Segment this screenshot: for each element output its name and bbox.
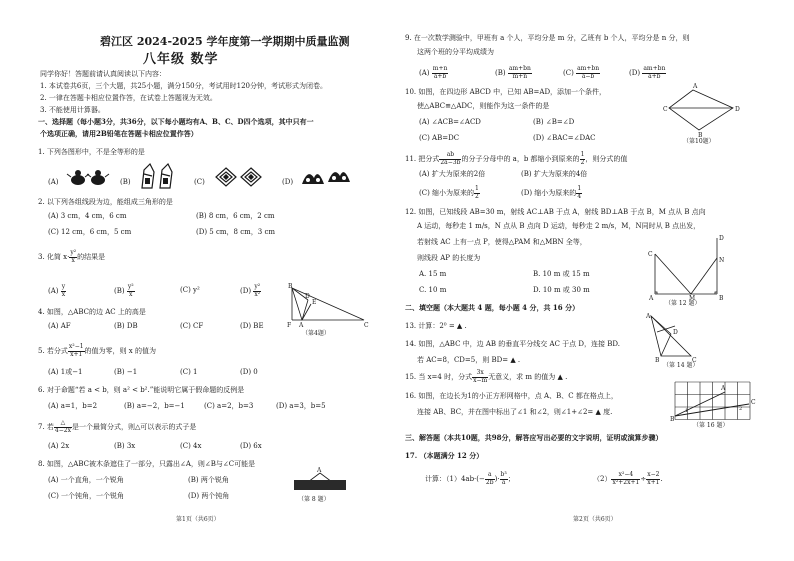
q17-2-b-num: x−2 xyxy=(647,471,660,478)
q17-2-a-num: x²−4 xyxy=(611,472,640,480)
question-12-line-3: 若射线 AC 上有一点 P，使得△PAM 和△MBN 全等， xyxy=(417,238,587,246)
q7-option-d: (D) 6x xyxy=(240,442,262,450)
q3-option-a xyxy=(48,284,66,298)
fig12-label-a: A xyxy=(649,295,654,300)
q5-fraction xyxy=(68,344,85,358)
q7-fraction xyxy=(54,420,72,434)
q5-option-a: (A) 1或−1 xyxy=(48,368,83,376)
q3-option-d xyxy=(240,284,261,298)
fig8-label-a: A xyxy=(317,467,322,474)
q3-a-den: x xyxy=(61,290,66,298)
q8-option-b: (B) 两个锐角 xyxy=(188,476,229,484)
q9-c-frac xyxy=(576,66,600,80)
q9-option-b xyxy=(495,66,532,80)
q9-d-num: am+bn xyxy=(643,65,666,72)
q7-frac-numerator: △ xyxy=(54,420,72,428)
figure-8 xyxy=(290,466,350,494)
q1-option-d: (D) xyxy=(282,178,294,186)
q11-d-num: 1 xyxy=(577,185,582,192)
fig12-label-c: C xyxy=(648,251,653,258)
q9-option-a xyxy=(419,66,448,80)
fig12-label-b: B xyxy=(719,295,724,300)
q8-option-a: (A) 一个直角，一个锐角 xyxy=(48,476,124,484)
note-3: 3. 不能使用计算器。 xyxy=(40,106,105,114)
q15-prefix: 15. 当 x=4 时，分式 xyxy=(405,373,473,382)
fig12-label-n: N xyxy=(719,257,725,264)
q3-b-den: x xyxy=(129,290,133,298)
q3-option-c: (C) y² xyxy=(180,286,200,294)
q17-1-b-den: a xyxy=(501,478,506,486)
question-15 xyxy=(405,370,567,384)
q4-option-c: (C) CF xyxy=(180,322,204,330)
q4-option-a: (A) AF xyxy=(48,322,71,330)
q6-option-c: (C) a=2，b=3 xyxy=(204,402,254,410)
question-6: 6. 对于命题“若 a < b，则 a² < b².”能说明它属于假命题的反例是 xyxy=(38,386,245,394)
question-5 xyxy=(38,344,156,358)
q2-option-d: (D) 5 cm，8 cm，3 cm xyxy=(196,228,276,236)
q1-figure-d xyxy=(300,164,352,190)
q3-option-d-label: (D) xyxy=(240,287,252,296)
note-1: 1. 本试卷共6页，三个大题，共25小题，满分150分，考试用时120分钟，考试形式为闭卷。 xyxy=(40,82,327,90)
q11-option-d xyxy=(521,186,582,200)
figure-4 xyxy=(284,282,370,332)
q11-c-frac xyxy=(474,186,480,200)
q11-d-den: 4 xyxy=(577,192,582,200)
section-3-heading: 三、解答题（本共10题，共98分，解答应写出必要的文字说明，证明或演算步骤） xyxy=(405,433,663,442)
fig16-label-1: 1 xyxy=(685,408,689,414)
q10-option-b: (B) ∠B=∠D xyxy=(533,118,575,126)
q17-part-1 xyxy=(425,472,515,486)
q9-option-a-label: (A) xyxy=(419,69,430,78)
q11-option-b: (B) 扩大为原来的4倍 xyxy=(521,170,588,178)
question-16-cont: 连接 AB、BC，并在图中标出了∠1 和∠2，则∠1+∠2= ▲ 度. xyxy=(417,408,613,416)
q11-c-num: 1 xyxy=(475,185,479,192)
q17-1-frac-a xyxy=(485,472,495,486)
greeting: 同学你好！答题前请认真阅读以下内容： xyxy=(40,70,166,78)
q7-prefix: 7. 若 xyxy=(38,423,54,432)
q3-frac-numerator: y² xyxy=(70,249,77,256)
q2-option-a: (A) 3 cm，4 cm，6 cm xyxy=(48,212,127,220)
q3-b-num: y² xyxy=(127,283,134,290)
q9-b-den: m+n xyxy=(512,72,528,80)
question-12-line-4: 则线段 AP 的长度为 xyxy=(417,254,481,262)
fig10-caption: （第10题） xyxy=(683,138,715,145)
q10-option-c: (C) AB=DC xyxy=(419,134,460,142)
fig16-label-a: A xyxy=(721,385,726,392)
q4-option-d: (D) BE xyxy=(240,322,264,330)
fig10-label-d: D xyxy=(735,106,740,113)
q3-prefix: 3. 化简 x· xyxy=(38,253,70,262)
q3-option-a-label: (A) xyxy=(48,287,59,296)
q3-frac-denominator: x xyxy=(71,256,75,264)
q11-c-den: 2 xyxy=(475,192,479,200)
q17-part-2 xyxy=(593,472,663,486)
q6-option-b: (B) a=−2，b=−1 xyxy=(124,402,185,410)
q9-d-frac xyxy=(642,66,666,80)
q3-a-num: y xyxy=(61,283,66,290)
exam-title: 碧江区 2024-2025 学年度第一学期期中质量监测 xyxy=(100,35,350,48)
fig4-label-b: B xyxy=(288,283,293,290)
fig4-label-c: C xyxy=(364,322,369,329)
q5-prefix: 5. 若分式 xyxy=(38,347,68,356)
q8-option-c: (C) 一个钝角，一个锐角 xyxy=(48,492,125,500)
fig14-label-a: A xyxy=(646,313,651,320)
q17-1-frac-b xyxy=(500,472,508,486)
q10-option-d: (D) ∠BAC=∠DAC xyxy=(533,134,596,142)
q17-2-frac-a xyxy=(611,472,640,486)
question-12-line-2: A 运动，每秒走 1 m/s，N 点从 B 点向 D 运动，每秒走 2 m/s，M，N同时从 B 点出发， xyxy=(417,222,701,230)
q9-b-num: am+bn xyxy=(508,65,531,72)
q5-option-c: (C) 1 xyxy=(180,368,198,376)
q3-d-num: y² xyxy=(254,283,261,290)
q9-c-num: am+bn xyxy=(577,65,600,72)
q3-option-b xyxy=(114,284,135,298)
q7-suffix: 是一个最简分式，则△可以表示的式子是 xyxy=(71,423,197,432)
page-1-footer: 第1页（共6页） xyxy=(176,516,220,523)
q1-option-c: (C) xyxy=(194,178,205,186)
question-16: 16. 如图，在边长为1的小正方形网格中，点 A、B、C 都在格点上， xyxy=(405,392,618,400)
q9-b-frac xyxy=(508,66,532,80)
q3-option-a-frac xyxy=(61,284,66,298)
q3-fraction xyxy=(69,250,77,264)
q11-suffix-2: ，则分式的值 xyxy=(585,155,628,164)
q4-option-b: (B) DB xyxy=(114,322,138,330)
question-7 xyxy=(38,420,196,434)
q9-c-den: a−b xyxy=(581,72,595,80)
note-2: 2. 一律在答题卡相应位置作答，在试卷上答题视为无效。 xyxy=(40,94,217,102)
q9-a-num: m+n xyxy=(432,65,448,72)
q11-fraction xyxy=(439,152,461,166)
q17-2-op: ÷ xyxy=(640,475,647,484)
question-1: 1. 下列各图形中，不是全等形的是 xyxy=(38,148,145,156)
q17-1-mid: )· xyxy=(494,475,500,484)
q15-suffix: 无意义，求 m 的值为 ▲ . xyxy=(488,373,568,382)
q7-frac-denominator: 4−2x xyxy=(54,426,71,434)
q6-option-a: (A) a=1，b=2 xyxy=(48,402,98,410)
fig14-label-d: D xyxy=(673,329,678,336)
question-9: 9. 在一次数学测验中，甲班有 a 个人，平均分是 m 分，乙班有 b 个人，平均分是 n 分，则 xyxy=(405,34,690,42)
q10-option-a: (A) ∠ACB=∠ACD xyxy=(419,118,481,126)
fig10-label-b: B xyxy=(698,132,703,138)
q9-a-frac xyxy=(432,66,449,80)
q12-option-c: C. 10 m xyxy=(419,286,447,294)
fig16-caption: （第 16 题） xyxy=(693,422,729,429)
q11-half-num: 1 xyxy=(580,151,585,158)
question-14-cont: 若 AC=8，CD=5，则 BD= ▲ . xyxy=(417,356,521,364)
q11-prefix: 11. 把分式 xyxy=(405,155,440,164)
question-3 xyxy=(38,250,105,264)
q7-option-c: (C) 4x xyxy=(180,442,202,450)
q8-option-d: (D) 两个钝角 xyxy=(188,492,230,500)
fig4-label-e: E xyxy=(312,299,317,306)
q9-option-c xyxy=(563,66,600,80)
page-2-footer: 第2页（共6页） xyxy=(573,516,617,523)
q9-option-c-label: (C) xyxy=(563,69,574,78)
q3-option-d-frac xyxy=(253,284,261,298)
fig16-label-b: B xyxy=(670,416,675,422)
fig16-label-2: 2 xyxy=(739,406,743,412)
q1-figure-a xyxy=(66,168,112,190)
q17-2-b-den: x+1 xyxy=(647,478,660,486)
q3-option-b-label: (B) xyxy=(114,287,125,296)
q15-frac-den: x−m xyxy=(473,376,488,384)
q11-d-frac xyxy=(576,186,582,200)
q11-suffix: 的分子分母中的 a，b 都缩小到原来的 xyxy=(461,155,580,164)
question-10: 10. 如图，在四边形 ABCD 中，已知 AB=AD，添加一个条件， xyxy=(405,88,607,96)
q11-frac-num: ab xyxy=(439,152,461,160)
q17-2-end: . xyxy=(660,475,663,484)
fig10-label-a: A xyxy=(693,83,698,90)
fig14-label-b: B xyxy=(655,357,660,364)
question-10-cont: 使△ABC≌△ADC，则能作为这一条件的是 xyxy=(417,102,550,110)
q9-option-d-label: (D) xyxy=(629,69,641,78)
figure-14 xyxy=(643,312,699,364)
fig14-label-c: C xyxy=(692,357,697,364)
question-4: 4. 如图，△ABC的边 AC 上的高是 xyxy=(38,308,146,316)
q11-half-den: 2 xyxy=(580,158,585,166)
section-2-heading: 二、填空题（本大题共 4 题，每小题 4 分，共 16 分） xyxy=(405,303,580,312)
q17-1-b-num: b³ xyxy=(500,471,507,478)
q17-1-end: ； xyxy=(507,475,515,484)
exam-subtitle: 八年级 数学 xyxy=(143,52,219,67)
fig4-caption: （第4题） xyxy=(302,330,330,337)
q11-option-a: (A) 扩大为原来的2倍 xyxy=(419,170,486,178)
q11-option-c xyxy=(419,186,480,200)
q15-fraction xyxy=(472,370,488,384)
q6-option-d: (D) a=3，b=5 xyxy=(276,402,326,410)
q5-option-d: (D) 0 xyxy=(240,368,258,376)
q15-frac-num: 3x xyxy=(472,370,488,378)
fig12-label-m: M xyxy=(689,295,696,300)
q9-a-den: a+b xyxy=(433,72,447,80)
q1-figure-c xyxy=(214,166,264,188)
q1-option-b: (B) xyxy=(120,178,131,186)
q12-option-d: D. 10 m 或 30 m xyxy=(533,286,590,294)
q5-suffix: 的值为零，则 x 的值为 xyxy=(84,347,156,356)
fig10-label-c: C xyxy=(663,106,668,113)
q2-option-c: (C) 12 cm，6 cm，5 cm xyxy=(48,228,132,236)
fig12-caption: （第 12 题） xyxy=(665,300,701,307)
fig12-label-d: D xyxy=(719,235,724,242)
fig4-label-a: A xyxy=(299,322,304,329)
q17-2-frac-b xyxy=(646,471,663,486)
fig8-caption: （第 8 题） xyxy=(298,496,330,503)
q11-frac-den: 2a−3b xyxy=(440,158,461,166)
section-1-heading: 一、选择题（每小题3分，共36分，以下每小题均有A、B、C、D四个选项，其中只有一 xyxy=(38,117,314,126)
q3-suffix: 的结果是 xyxy=(77,253,106,262)
q7-option-a: (A) 2x xyxy=(48,442,70,450)
q17-1-a-den: 2b xyxy=(485,478,494,486)
q7-option-b: (B) 3x xyxy=(114,442,136,450)
q5-frac-numerator: x²−1 xyxy=(68,343,84,350)
q17-calc-prefix: 计算：（1）4ab·(− xyxy=(425,475,485,484)
question-13: 13. 计算：2⁰ = ▲ . xyxy=(405,322,467,330)
q5-frac-denominator: x+1 xyxy=(70,350,83,358)
q3-option-b-frac xyxy=(127,284,135,298)
question-9-cont: 这两个班的分平均成绩为 xyxy=(417,48,494,56)
q9-d-den: a+b xyxy=(648,72,661,80)
q17-2-a-den: x²+2x+1 xyxy=(612,478,640,486)
question-8: 8. 如图，△ABC被木条遮住了一部分，只露出∠A，则∠B与∠C可能是 xyxy=(38,460,256,468)
figure-10 xyxy=(663,82,743,138)
q11-option-d-label: (D) 缩小为原来的 xyxy=(521,189,577,198)
question-14: 14. 如图，△ABC 中，边 AB 的垂直平分线交 AC 于点 D，连接 BD. xyxy=(405,340,620,348)
figure-12 xyxy=(645,232,729,300)
question-17: 17. （本题满分 12 分） xyxy=(405,451,484,460)
section-1-heading-cont: 个选项正确，请用2B铅笔在答题卡相应位置作答） xyxy=(40,129,198,138)
q17-2-label: （2） xyxy=(593,475,612,484)
q9-option-b-label: (B) xyxy=(495,69,506,78)
question-12: 12. 如图，已知线段 AB=30 m，射线 AC⊥AB 于点 A，射线 BD⊥AB 于点 B，M 点从 B 点向 xyxy=(405,208,706,216)
fig14-caption: （第 14 题） xyxy=(663,362,699,369)
fig16-label-c: C xyxy=(751,399,756,406)
q1-option-a: (A) xyxy=(48,178,59,186)
q17-1-a-num: a xyxy=(485,472,495,480)
q5-option-b: (B) −1 xyxy=(114,368,138,376)
q11-option-c-label: (C) 缩小为原来的 xyxy=(419,189,475,198)
q3-d-den: x² xyxy=(254,290,261,298)
fig4-label-d: D xyxy=(305,293,310,300)
q12-option-a: A. 15 m xyxy=(419,270,447,278)
fig4-label-f: F xyxy=(287,322,292,329)
q9-option-d xyxy=(629,66,666,80)
figure-16 xyxy=(669,378,761,422)
q1-figure-b xyxy=(138,162,178,190)
question-11 xyxy=(405,152,627,166)
page-2 xyxy=(397,0,794,561)
q2-option-b: (B) 8 cm，6 cm，2 cm xyxy=(196,212,275,220)
q12-option-b: B. 10 m 或 15 m xyxy=(533,270,590,278)
question-2: 2. 以下列各组线段为边，能组成三角形的是 xyxy=(38,198,173,206)
